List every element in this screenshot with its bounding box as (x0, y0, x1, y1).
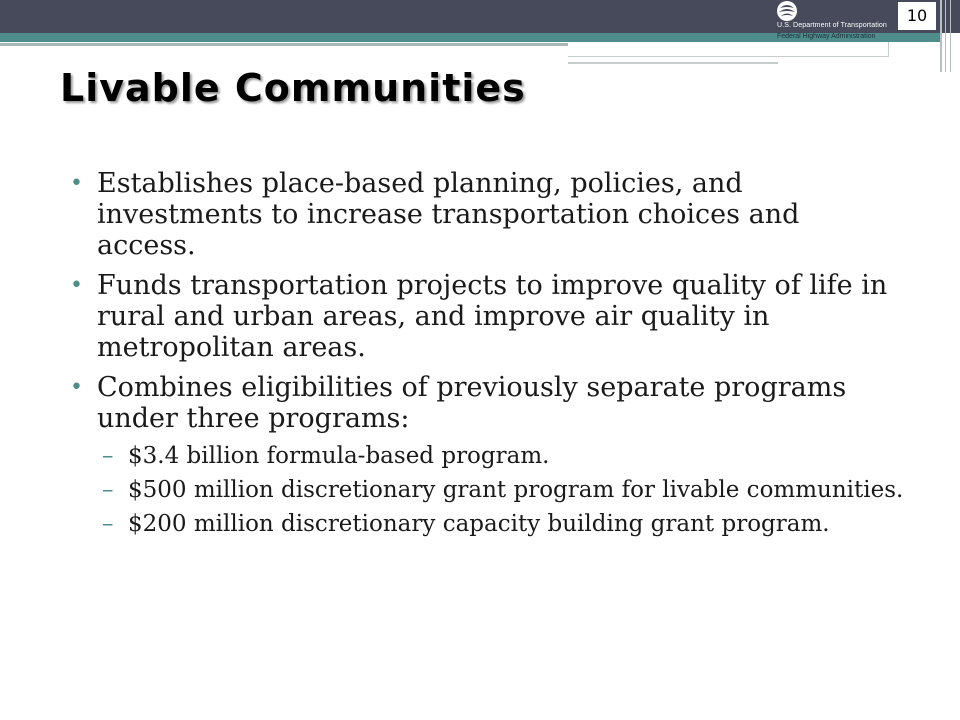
sub-bullet-text: $200 million discretionary capacity building grant program. (128, 511, 830, 537)
dash-marker-icon: – (102, 477, 114, 503)
slide-body (66, 168, 906, 545)
bullet-text: Combines eligibilities of previously separate programs under three programs: (97, 372, 847, 434)
logo-department-text: U.S. Department of Transportation (777, 22, 887, 29)
logo-agency-text: Federal Highway Administration (777, 33, 876, 40)
dash-marker-icon: – (102, 511, 114, 537)
vertical-rule (940, 0, 942, 72)
usdot-logo-icon (776, 0, 798, 22)
header-divider-line (0, 43, 568, 46)
page-number: 10 (906, 6, 928, 25)
header-tab-card (568, 42, 889, 57)
sub-bullet-item (66, 477, 906, 504)
sub-bullet-item (66, 511, 906, 538)
bullet-text: Establishes place-based planning, policies, and investments to increase transportation choices and access. (97, 168, 800, 261)
sub-bullet-text: $3.4 billion formula-based program. (128, 443, 550, 469)
usdot-fhwa-logo (774, 0, 904, 40)
bullet-item (66, 270, 906, 363)
bullet-marker-icon: • (70, 273, 83, 298)
bullet-text: Funds transportation projects to improve quality of life in rural and urban areas, and improve air quality in metropolitan areas. (97, 270, 888, 363)
header-tab-underline (568, 62, 778, 64)
bullet-item (66, 372, 906, 434)
vertical-rule (945, 0, 946, 72)
bullet-marker-icon: • (70, 171, 83, 196)
sub-bullet-text: $500 million discretionary grant program for livable communities. (128, 477, 904, 503)
vertical-rule (950, 0, 951, 72)
bullet-marker-icon: • (70, 375, 83, 400)
sub-bullet-item (66, 443, 906, 470)
bullet-item (66, 168, 906, 261)
slide-title: Livable Communities (60, 66, 526, 110)
dash-marker-icon: – (102, 443, 114, 469)
